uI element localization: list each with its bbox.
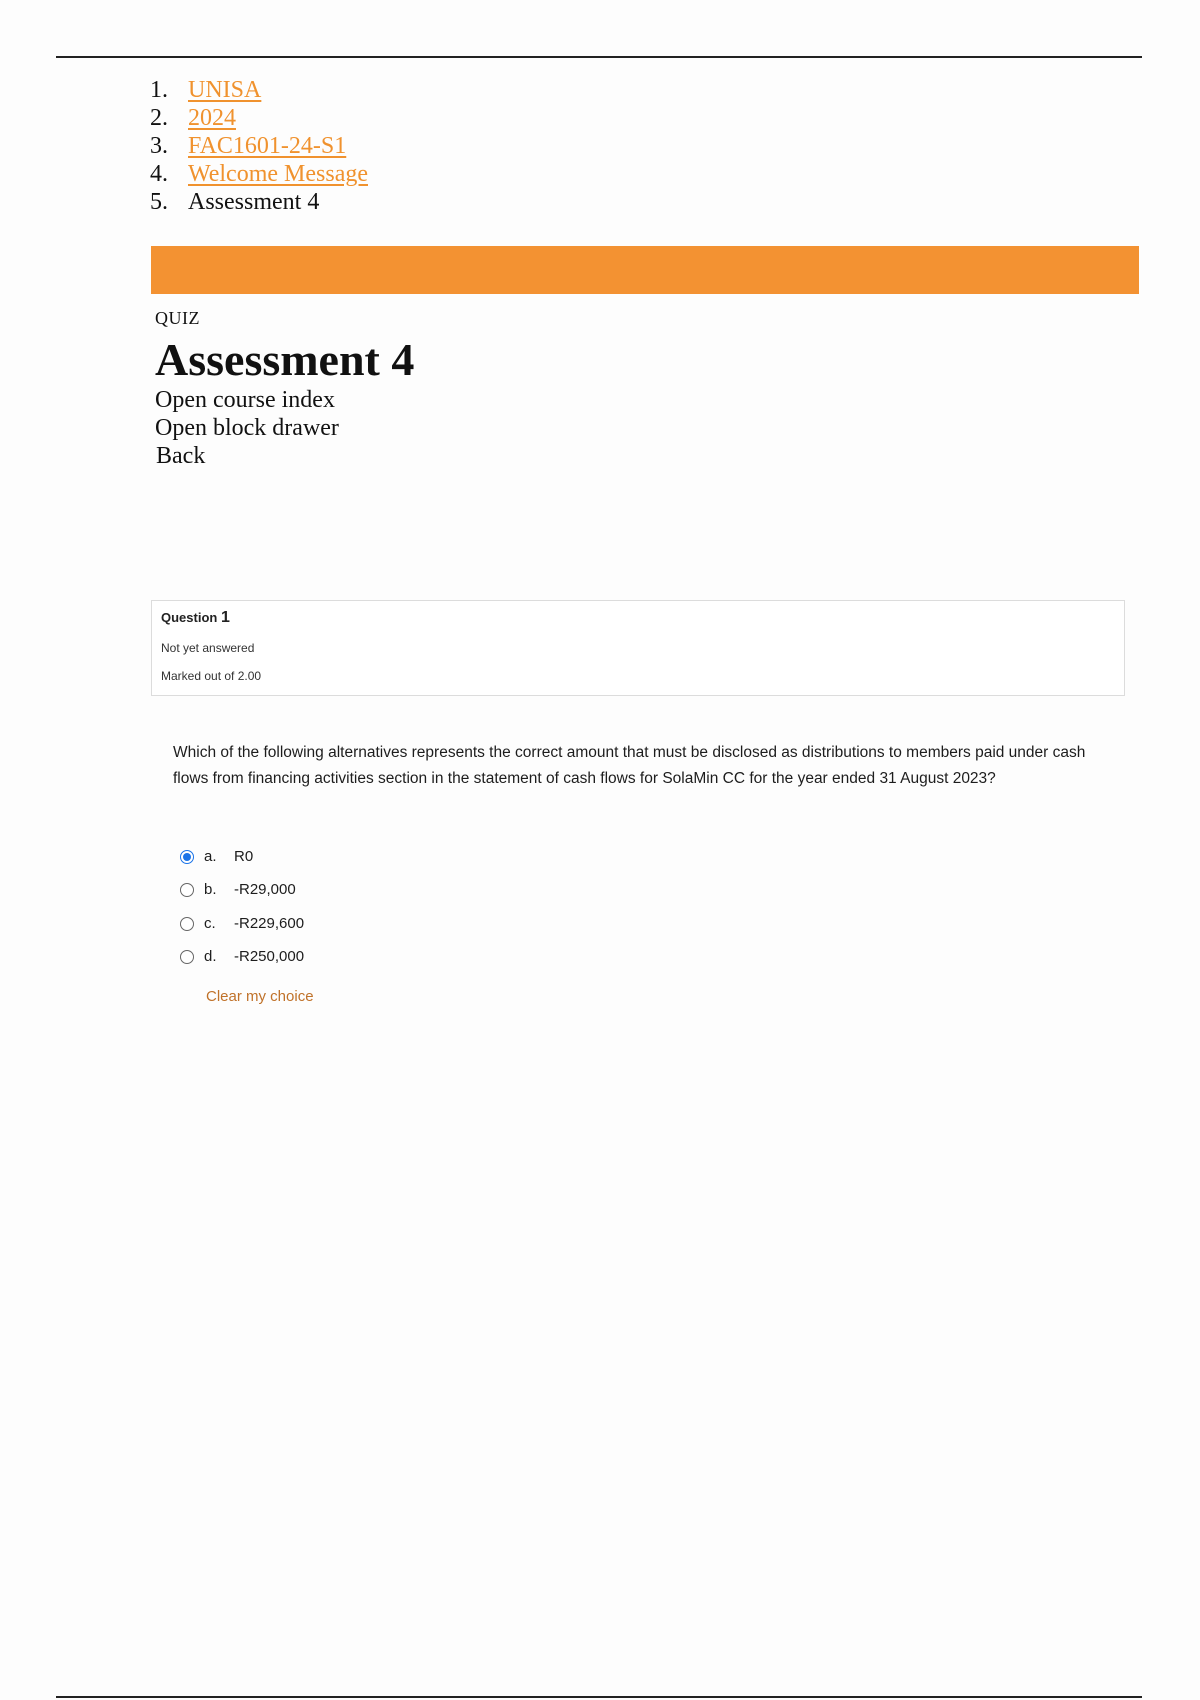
option-letter: b. — [204, 881, 217, 898]
breadcrumb-link-welcome[interactable]: Welcome Message — [188, 161, 368, 187]
answer-option-b[interactable] — [180, 881, 296, 898]
breadcrumb-number: 4. — [150, 161, 168, 187]
question-info-box — [151, 600, 1125, 696]
clear-choice-link[interactable]: Clear my choice — [206, 988, 314, 1005]
breadcrumb-link-year[interactable]: 2024 — [188, 105, 236, 131]
question-mark: Marked out of 2.00 — [161, 669, 262, 683]
breadcrumb-current: Assessment 4 — [188, 189, 320, 215]
radio-button[interactable] — [180, 950, 194, 964]
breadcrumb-item[interactable] — [150, 132, 368, 160]
open-course-index-button[interactable]: Open course index — [155, 387, 335, 413]
activity-type-label: QUIZ — [155, 308, 200, 328]
radio-button[interactable] — [180, 883, 194, 897]
breadcrumb-item[interactable] — [150, 76, 368, 104]
question-number-value: 1 — [220, 609, 230, 626]
breadcrumb-item[interactable] — [150, 160, 368, 188]
breadcrumb-link-unisa[interactable]: UNISA — [188, 77, 262, 103]
answer-option-a[interactable] — [180, 848, 253, 865]
option-letter: d. — [204, 948, 217, 965]
breadcrumb-link-course[interactable]: FAC1601-24-S1 — [188, 133, 347, 159]
breadcrumb-number: 3. — [150, 133, 168, 159]
page-title: Assessment 4 — [155, 334, 415, 385]
question-number — [161, 609, 230, 627]
breadcrumb-number: 2. — [150, 105, 168, 131]
question-label: Question — [161, 610, 218, 625]
question-text: Which of the following alternatives represents the correct amount that must be disclosed as distributions to members paid under cash flows from financing activities section in the statement of cash flows for SolaMin CC for the year ended 31 August 2023? — [173, 744, 1086, 787]
course-banner — [151, 246, 1139, 294]
back-button[interactable]: Back — [156, 443, 206, 469]
option-text: R0 — [234, 848, 254, 865]
option-text: -R229,600 — [234, 915, 305, 932]
breadcrumb-number: 5. — [150, 189, 168, 215]
answer-option-d[interactable] — [180, 948, 304, 965]
option-letter: c. — [204, 915, 216, 932]
option-text: -R29,000 — [234, 881, 296, 898]
top-rule — [56, 56, 1142, 58]
question-state: Not yet answered — [161, 641, 255, 655]
answer-option-c[interactable] — [180, 915, 304, 932]
option-letter: a. — [204, 848, 217, 865]
radio-button-checked[interactable] — [180, 850, 194, 864]
breadcrumb-number: 1. — [150, 77, 168, 103]
open-block-drawer-button[interactable]: Open block drawer — [155, 415, 339, 441]
breadcrumb — [150, 76, 368, 216]
bottom-rule — [56, 1696, 1142, 1698]
breadcrumb-item — [150, 188, 368, 216]
breadcrumb-item[interactable] — [150, 104, 368, 132]
option-text: -R250,000 — [234, 948, 305, 965]
radio-button[interactable] — [180, 917, 194, 931]
